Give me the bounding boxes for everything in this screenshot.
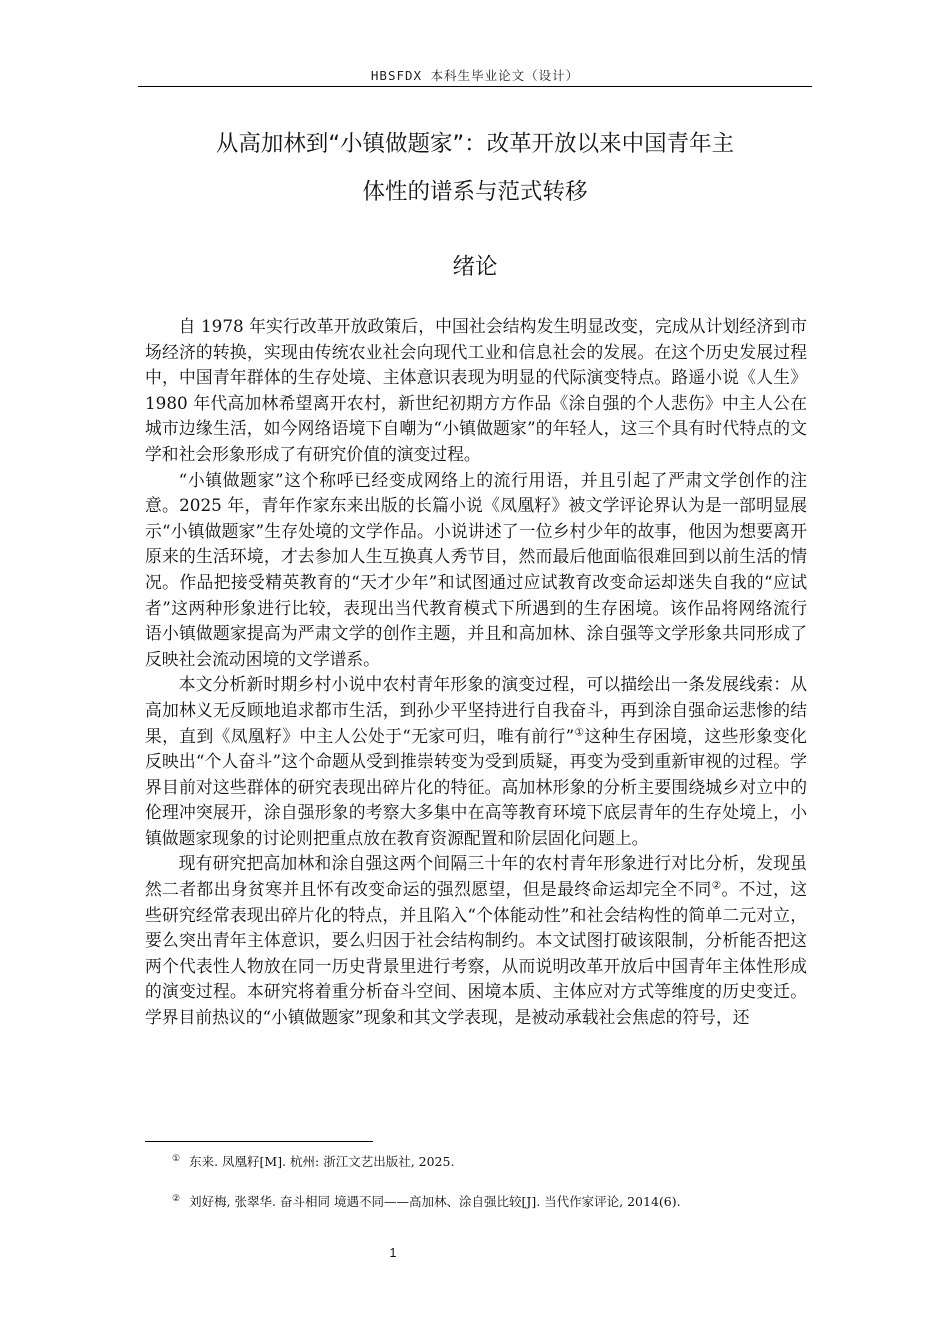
footnote-1-mark: ①	[172, 1153, 181, 1164]
paper-title-line-2: 体性的谱系与范式转移	[362, 179, 588, 205]
page-number: 1	[389, 1246, 397, 1260]
footnotes	[172, 1150, 812, 1214]
paragraph-2: “小镇做题家”这个称呼已经变成网络上的流行用语，并且引起了严肃文学创作的注意。2025 年，青年作家东来出版的长篇小说《凤凰籽》被文学评论界认为是一部明显展示“小镇做题家”生存处境的文学作品。小说讲述了一位乡村少年的故事，他因为想要离开原来的生活环境，才去参加人生互换真人秀节目，然而最后他面临很难回到以前生活的情况。作品把接受精英教育的“天才少年”和试图通过应试教育改变命运却迷失自我的“应试者”这两种形象进行比较，表现出当代教育模式下所遇到的生存困境。该作品将网络流行语小镇做题家提高为严肃文学的创作主题，并且和高加林、涂自强等文学形象共同形成了反映社会流动困境的文学谱系。	[145, 469, 807, 669]
footnote-1-text: 东来. 凤凰籽[M]. 杭州: 浙江文艺出版社, 2025.	[189, 1154, 455, 1169]
footnote-2-text: 刘好梅, 张翠华. 奋斗相同 境遇不同——高加林、涂自强比较[J]. 当代作家评论, 2014(6).	[189, 1194, 681, 1209]
paragraph-4-text-before: 现有研究把高加林和涂自强这两个间隔三十年的农村青年形象进行对比分析，发现虽然二者都出身贫寒并且怀有改变命运的强烈愿望，但是最终命运却完全不同	[145, 853, 807, 900]
footnote-reference-2[interactable]: ②	[711, 879, 722, 892]
paragraph-3	[145, 672, 807, 851]
footnote-1	[172, 1150, 812, 1174]
footnote-reference-1[interactable]: ①	[574, 725, 585, 738]
paragraph-1: 自 1978 年实行改革开放政策后，中国社会结构发生明显改变，完成从计划经济到市场经济的转换，实现由传统农业社会向现代工业和信息社会的发展。在这个历史发展过程中，中国青年群体的生存处境、主体意识表现为明显的代际演变特点。路遥小说《人生》1980 年代高加林希望离开农村，新世纪初期方方作品《涂自强的个人悲伤》中主人公在城市边缘生活，如今网络语境下自嘲为“小镇做题家”的年轻人，这三个具有时代特点的文学和社会形象形成了有研究价值的演变过程。	[145, 316, 807, 464]
paragraph-4-text-after: 。不过，这些研究经常表现出碎片化的特点，并且陷入“个体能动性”和社会结构性的简单二元对立，要么突出青年主体意识，要么归因于社会结构制约。本文试图打破该限制，分析能否把这两个代表性人物放在同一历史背景里进行考察，从而说明改革开放后中国青年主体性形成的演变过程。本研究将着重分析奋斗空间、困境本质、主体应对方式等维度的历史变迁。学界目前热议的“小镇做题家”现象和其文学表现，是被动承载社会焦虑的符号，还	[145, 879, 807, 1028]
footnote-separator	[145, 1141, 373, 1142]
paper-title-line-1: 从高加林到“小镇做题家”：改革开放以来中国青年主	[215, 131, 735, 157]
page-header: HBSFDX 本科生毕业论文（设计）	[370, 68, 580, 83]
paper-title	[150, 120, 800, 216]
header-divider	[138, 86, 812, 87]
paragraph-4	[145, 851, 807, 1030]
section-heading: 绪论	[452, 254, 498, 280]
paragraph-3-text-before: 本文分析新时期乡村小说中农村青年形象的演变过程，可以描绘出一条发展线索：从高加林义无反顾地追求都市生活，到孙少平坚持进行自我奋斗，再到涂自强命运悲惨的结果，直到《凤凰籽》中主人公处于“无家可归，唯有前行”	[145, 674, 807, 746]
footnote-2-mark: ②	[172, 1193, 181, 1204]
paragraph-3-text-after: 这种生存困境，这些形象变化反映出“个人奋斗”这个命题从受到推崇转变为受到质疑，再变为受到重新审视的过程。学界目前对这些群体的研究表现出碎片化的特征。高加林形象的分析主要围绕城乡对立中的伦理冲突展开，涂自强形象的考察大多集中在高等教育环境下底层青年的生存处境上，小镇做题家现象的讨论则把重点放在教育资源配置和阶层固化问题上。	[145, 725, 807, 848]
body-text	[145, 314, 807, 1031]
footnote-2	[172, 1190, 812, 1214]
